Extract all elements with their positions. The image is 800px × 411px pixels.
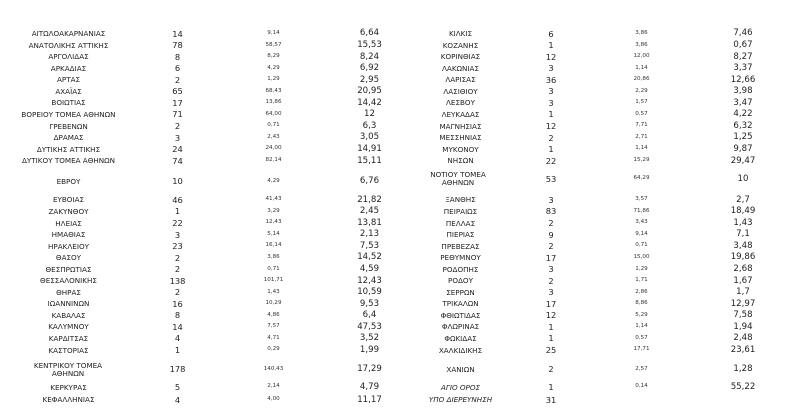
region-name: ΑΡΚΑΔΙΑΣ [50,63,87,73]
per100k-value: 6,3 [362,120,377,131]
avg7-value: 1,71 [635,277,648,284]
cases-value: 2 [174,252,181,263]
avg7-value: 1,14 [635,145,648,152]
per100k-value: 14,52 [357,252,382,263]
avg7-value: 12,00 [633,53,650,60]
per100k-value: 9,87 [733,143,753,154]
per100k-value: 15,11 [357,155,382,166]
avg7-value: 0,71 [267,122,280,129]
region-name: ΚΑΣΤΟΡΙΑΣ [48,345,89,355]
per100k-value: 2,45 [359,206,380,217]
cases-value: 12 [545,51,557,62]
cases-value: 1 [548,321,554,332]
per100k-value: 7,53 [359,240,380,251]
per100k-value: 6,32 [733,120,753,131]
region-name: ΕΥΒΟΙΑΣ [52,195,85,205]
avg7-value: 15,29 [633,157,650,164]
per100k-value: 14,91 [357,143,382,154]
header-region-right [403,5,503,27]
per100k-value: 0,67 [733,40,753,51]
per100k-value: 10,59 [357,287,382,298]
avg7-value: 41,43 [265,196,282,203]
region-name: ΜΥΚΟΝΟΥ [442,144,479,154]
per100k-value: 21,82 [357,194,382,205]
avg7-value: 10,29 [265,300,282,307]
region-name: ΚΕΝΤΡΙΚΟΥ ΤΟΜΕΑ ΑΘΗΝΩΝ [33,360,103,378]
avg7-value: 0,57 [635,334,648,341]
avg7-value: 2,43 [267,133,280,140]
region-name: ΚΟΡΙΝΘΙΑΣ [440,52,481,62]
cases-value: 74 [172,155,183,166]
per100k-value: 1,7 [736,287,750,298]
per100k-value: 8,24 [359,51,380,62]
per100k-value [689,394,797,406]
cases-value: 3 [548,194,554,205]
avg7-value: 101,71 [263,277,284,284]
cases-value: 9 [548,229,554,240]
cases-value: 22 [172,217,183,228]
region-name: ΘΕΣΠΡΩΤΙΑΣ [45,264,92,274]
avg7-value: 1,57 [635,99,648,106]
avg7-value: 4,86 [267,311,280,318]
cases-value: 2 [548,132,554,143]
region-name: ΦΛΩΡΙΝΑΣ [441,322,480,332]
region-name: ΛΕΥΚΑΔΑΣ [441,110,480,120]
avg7-value: 1,29 [635,265,648,272]
per100k-value: 1,28 [733,364,753,375]
region-name: ΘΗΡΑΣ [56,287,81,297]
cases-value: 1 [548,144,554,155]
avg7-value: 0,57 [635,110,648,117]
region-name: ΦΘΙΩΤΙΔΑΣ [440,310,481,320]
per100k-value: 3,52 [359,333,380,344]
per100k-value: 1,25 [733,132,753,143]
per100k-value: 14,42 [357,97,382,108]
cases-value: 78 [172,40,183,51]
region-name: ΒΟΡΕΙΟΥ ΤΟΜΕΑ ΑΘΗΝΩΝ [21,110,116,120]
per100k-value: 19,86 [730,252,756,263]
header-avg7-left [224,5,323,27]
cases-value: 1 [174,345,181,356]
avg7-value: 5,29 [635,311,648,318]
avg7-value: 3,29 [267,207,280,214]
per100k-value: 3,47 [733,97,753,108]
region-name: ΔΥΤΙΚΟΥ ΤΟΜΕΑ ΑΘΗΝΩΝ [21,156,116,166]
region-name: ΔΡΑΜΑΣ [53,133,84,143]
avg7-value: 140,43 [263,365,284,372]
avg7-value: 7,57 [267,323,280,330]
region-name: ΒΟΙΩΤΙΑΣ [51,98,86,108]
per100k-value: 7,58 [733,310,753,321]
region-name: ΕΒΡΟΥ [56,176,81,186]
avg7-value: 1,43 [267,288,280,295]
per100k-value: 47,53 [357,321,382,332]
per100k-value: 4,22 [733,109,753,120]
region-name: ΑΙΤΩΛΟΑΚΑΡΝΑΝΙΑΣ [31,29,106,39]
avg7-value: 2,14 [267,383,280,390]
avg7-value: 4,71 [267,334,280,341]
cases-value: 16 [172,298,183,309]
avg7-value: 15,00 [633,253,650,260]
region-name: ΙΩΑΝΝΙΝΩΝ [47,299,90,309]
avg7-value: 3,86 [635,41,648,48]
header-cases-right [508,5,594,27]
cases-value: 5 [174,382,181,393]
cases-value: 3 [174,229,181,240]
region-name: ΡΟΔΟΥ [448,276,473,286]
per100k-value: 2,68 [733,264,753,275]
cases-value: 17 [172,97,183,108]
cases-value: 17 [545,298,557,309]
avg7-value: 16,14 [265,242,282,249]
avg7-value: 2,57 [635,365,648,372]
region-name: ΓΡΕΒΕΝΩΝ [49,121,88,131]
region-name: ΞΑΝΘΗΣ [445,195,476,205]
region-name: ΚΟΖΑΝΗΣ [442,40,479,50]
cases-value: 4 [174,394,181,405]
avg7-value: 17,71 [633,346,650,353]
per100k-value: 10 [737,173,749,184]
per100k-value: 55,22 [730,381,756,392]
per100k-value: 6,92 [359,63,380,74]
cases-value: 2 [174,287,181,298]
region-name: ΛΑΚΩΝΙΑΣ [442,63,479,73]
cases-value: 17 [545,252,557,263]
avg7-value: 3,86 [635,29,648,36]
cases-value: 1 [548,382,554,393]
cases-value: 3 [548,63,554,74]
cases-value: 3 [174,132,181,143]
avg7-value: 1,14 [635,64,648,71]
cases-value: 14 [172,321,183,332]
cases-value: 1 [548,333,554,344]
per100k-value: 3,05 [359,132,380,143]
avg7-value: 12,43 [265,219,282,226]
avg7-value: 58,57 [265,41,282,48]
avg7-value: 3,57 [635,196,648,203]
cases-value: 6 [174,63,181,74]
region-name: ΡΕΘΥΜΝΟΥ [440,253,481,263]
avg7-value: 8,29 [267,53,280,60]
per100k-value: 8,27 [733,51,753,62]
cases-value: 1 [548,40,554,51]
region-name: ΣΕΡΡΩΝ [446,287,475,297]
per100k-value: 3,37 [733,63,753,74]
region-name: ΑΡΤΑΣ [56,75,81,85]
header-per100k-right [689,5,797,27]
cases-value: 12 [545,310,557,321]
region-name: ΧΑΛΚΙΔΙΚΗΣ [438,345,483,355]
region-name: ΛΑΡΙΣΑΣ [445,75,476,85]
region-name: ΖΑΚΥΝΘΟΥ [48,206,89,216]
per100k-value: 4,79 [359,381,380,392]
cases-value: 3 [548,86,554,97]
cases-value: 1 [548,109,554,120]
cases-value: 2 [548,241,554,252]
region-name: ΛΕΣΒΟΥ [446,98,475,108]
per100k-value: 18,49 [730,206,756,217]
region-name: ΚΑΛΥΜΝΟΥ [48,322,89,332]
per100k-value: 6,64 [359,28,380,39]
avg7-value: 82,14 [265,157,282,164]
avg7-value: 0,29 [267,346,280,353]
cases-value: 31 [545,394,557,405]
avg7-value: 5,14 [267,230,280,237]
cases-value: 36 [545,74,557,85]
avg7-value: 71,86 [633,207,650,214]
region-name: ΤΡΙΚΑΛΩΝ [442,299,479,309]
region-name: ΜΑΓΝΗΣΙΑΣ [439,121,482,131]
per100k-value: 6,76 [359,176,380,187]
cases-value: 2 [548,364,554,375]
per100k-value: 7,46 [733,28,753,39]
avg7-value: 1,14 [635,323,648,330]
cases-value: 25 [545,345,557,356]
per100k-value: 2,13 [359,229,380,240]
region-name: ΜΕΣΣΗΝΙΑΣ [439,133,482,143]
cases-value: 10 [172,176,183,187]
region-name: ΘΑΣΟΥ [55,253,82,263]
region-name: ΘΕΣΣΑΛΟΝΙΚΗΣ [40,276,97,286]
region-name: ΛΑΣΙΘΙΟΥ [443,86,478,96]
cases-value: 24 [172,144,183,155]
per100k-value: 1,99 [359,344,380,355]
cases-value: 3 [548,287,554,298]
per100k-value: 2,7 [736,194,750,205]
cases-value: 3 [548,97,554,108]
cases-value: 8 [174,310,181,321]
cases-value: 12 [545,121,557,132]
cases-value: 2 [548,217,554,228]
avg7-value: 0,14 [635,383,648,390]
header-cases-left [131,5,224,27]
region-name: ΧΑΝΙΩΝ [446,364,475,374]
cases-value: 8 [174,51,181,62]
region-name: ΠΕΙΡΑΙΩΣ [443,206,478,216]
region-name: ΔΥΤΙΚΗΣ ΑΤΤΙΚΗΣ [36,144,101,154]
per100k-value: 2,95 [359,74,380,85]
avg7-value: 7,71 [635,122,648,129]
region-name: ΠΕΛΛΑΣ [445,218,476,228]
avg7-value: 8,86 [635,300,648,307]
avg7-value: 4,29 [267,64,280,71]
region-name: ΠΙΕΡΙΑΣ [446,230,475,240]
header-avg7-right [594,5,689,27]
per100k-value: 12,43 [357,275,382,286]
avg7-value: 24,00 [265,145,282,152]
cases-value: 53 [545,173,557,184]
cases-value: 23 [172,241,183,252]
cases-value: 3 [548,264,554,275]
avg7-value: 2,86 [635,288,648,295]
region-name: ΝΗΣΩΝ [447,156,474,166]
region-name: ΚΕΦΑΛΛΗΝΙΑΣ [42,395,95,405]
cases-value: 14 [172,28,183,39]
per100k-value: 1,67 [733,275,753,286]
per100k-value: 12,97 [730,298,756,309]
region-name: ΗΛΕΙΑΣ [55,218,82,228]
cases-value: 2 [174,264,181,275]
cases-value: 83 [545,206,557,217]
avg7-value: 2,71 [635,133,648,140]
cases-value: 138 [169,275,186,286]
cases-value: 6 [548,28,554,39]
per100k-value: 13,81 [357,217,382,228]
avg7-value: 68,43 [265,87,282,94]
avg7-value: 1,29 [267,76,280,83]
avg7-value [594,394,689,406]
cases-value: 2 [548,275,554,286]
cases-value: 2 [174,74,181,85]
per100k-value: 9,53 [359,298,380,309]
per100k-value: 11,17 [357,394,382,405]
per100k-value: 12 [364,109,375,120]
region-name: ΥΠΟ ΔΙΕΡΕΥΝΗΣΗ [428,395,493,405]
region-name: ΠΡΕΒΕΖΑΣ [441,241,480,251]
region-name: ΗΜΑΘΙΑΣ [51,230,86,240]
avg7-value: 64,29 [633,175,650,182]
cases-value: 1 [174,206,181,217]
region-name: ΚΙΛΚΙΣ [448,29,473,39]
avg7-value: 0,71 [635,242,648,249]
cases-value: 2 [174,121,181,132]
region-name: ΝΟΤΙΟΥ ΤΟΜΕΑ ΑΘΗΝΩΝ [430,170,486,187]
avg7-value: 2,29 [635,87,648,94]
region-name: ΦΩΚΙΔΑΣ [444,334,477,344]
per100k-value: 23,61 [730,344,756,355]
per100k-value: 7,1 [736,229,750,240]
avg7-value: 3,43 [635,219,648,226]
cases-value: 178 [169,364,186,375]
avg7-value: 20,86 [633,76,650,83]
avg7-value: 9,14 [267,29,280,36]
per100k-value: 15,53 [357,40,382,51]
avg7-value: 4,29 [267,177,280,184]
cases-value: 4 [174,333,181,344]
avg7-value: 4,00 [267,396,280,403]
region-name: ΑΡΓΟΛΙΔΑΣ [48,52,89,62]
region-name: ΑΓΙΟ ΟΡΟΣ [440,382,481,392]
header-region-left [3,5,134,27]
per100k-value: 12,66 [730,74,756,85]
per100k-value: 1,94 [733,321,753,332]
per100k-value: 1,43 [733,217,753,228]
region-name: ΚΑΒΑΛΑΣ [51,310,86,320]
region-name: ΑΝΑΤΟΛΙΚΗΣ ΑΤΤΙΚΗΣ [28,40,109,50]
per100k-value: 2,48 [733,333,753,344]
avg7-value: 64,00 [265,110,282,117]
per100k-value: 3,48 [733,240,753,251]
per100k-value: 6,4 [362,310,377,321]
per100k-value: 17,29 [357,364,382,375]
per100k-value: 20,95 [357,86,382,97]
per100k-value: 29,47 [730,155,756,166]
avg7-value: 3,86 [267,253,280,260]
region-name: ΚΕΡΚΥΡΑΣ [50,382,87,392]
avg7-value: 0,71 [267,265,280,272]
region-name: ΡΟΔΟΠΗΣ [442,264,479,274]
region-name: ΚΑΡΔΙΤΣΑΣ [48,334,89,344]
avg7-value: 13,86 [265,99,282,106]
cases-value: 46 [172,194,183,205]
cases-value: 71 [172,109,183,120]
avg7-value: 9,14 [635,230,648,237]
per100k-value: 4,59 [359,264,380,275]
cases-value: 65 [172,86,183,97]
per100k-value: 3,98 [733,86,753,97]
region-name: ΑΧΑΪΑΣ [55,86,82,96]
region-name: ΗΡΑΚΛΕΙΟΥ [48,241,89,251]
cases-value: 22 [545,155,557,166]
